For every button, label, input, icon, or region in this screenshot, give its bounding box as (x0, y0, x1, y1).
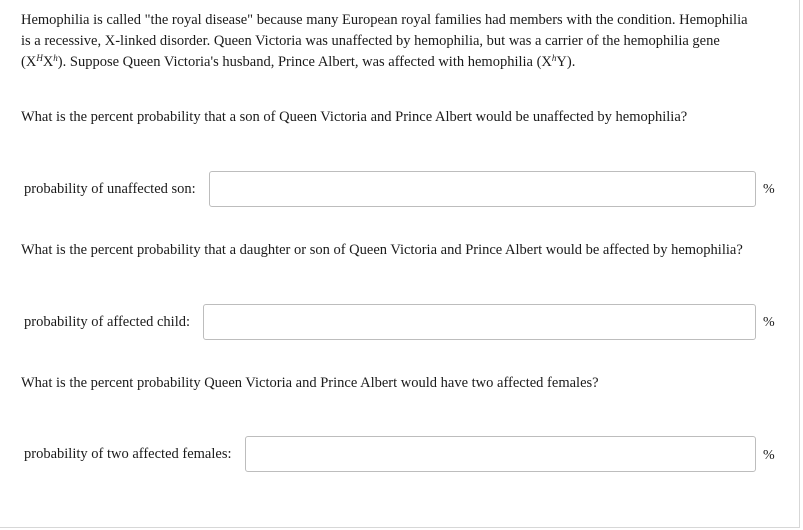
allele-superscript-recessive: h (53, 53, 58, 63)
affected-child-input[interactable] (203, 304, 756, 340)
genotype-mid: X (42, 54, 54, 70)
question-3-prompt: What is the percent probability Queen Victoria and Prince Albert would have two affected females? (21, 375, 599, 391)
answer-label-unaffected-son: probability of unaffected son: (24, 180, 196, 197)
genotype-open: (X (21, 54, 37, 70)
answer-row-3 (24, 436, 232, 472)
intro-line-3: ). Suppose Queen Victoria's husband, Prince Albert, was affected with hemophilia (X (57, 54, 552, 70)
percent-unit: % (763, 182, 775, 197)
question-1-prompt: What is the percent probability that a son of Queen Victoria and Prince Albert would be unaffected by hemophilia? (21, 109, 688, 125)
allele-superscript-recessive-male: h (551, 53, 557, 63)
problem-intro (21, 10, 781, 73)
answer-label-affected-child: probability of affected child: (24, 313, 191, 330)
percent-unit: % (763, 448, 775, 463)
percent-unit: % (763, 315, 775, 330)
intro-line-2: is a recessive, X-linked disorder. Queen Victoria was unaffected by hemophilia, but was a carrier of the hemophilia gene (21, 33, 720, 49)
genotype-end: Y). (556, 54, 576, 70)
answer-row-2 (24, 304, 190, 340)
allele-superscript-dominant: H (36, 53, 43, 63)
intro-line-1: Hemophilia is called "the royal disease" because many European royal families had members with the condition. Hemophilia (21, 12, 748, 28)
unaffected-son-input[interactable] (209, 171, 756, 207)
answer-row-1 (24, 171, 196, 207)
question-2-prompt: What is the percent probability that a daughter or son of Queen Victoria and Prince Albert would be affected by hemophilia? (21, 242, 743, 258)
two-affected-females-input[interactable] (245, 436, 756, 472)
answer-label-two-affected-females: probability of two affected females: (24, 445, 232, 462)
